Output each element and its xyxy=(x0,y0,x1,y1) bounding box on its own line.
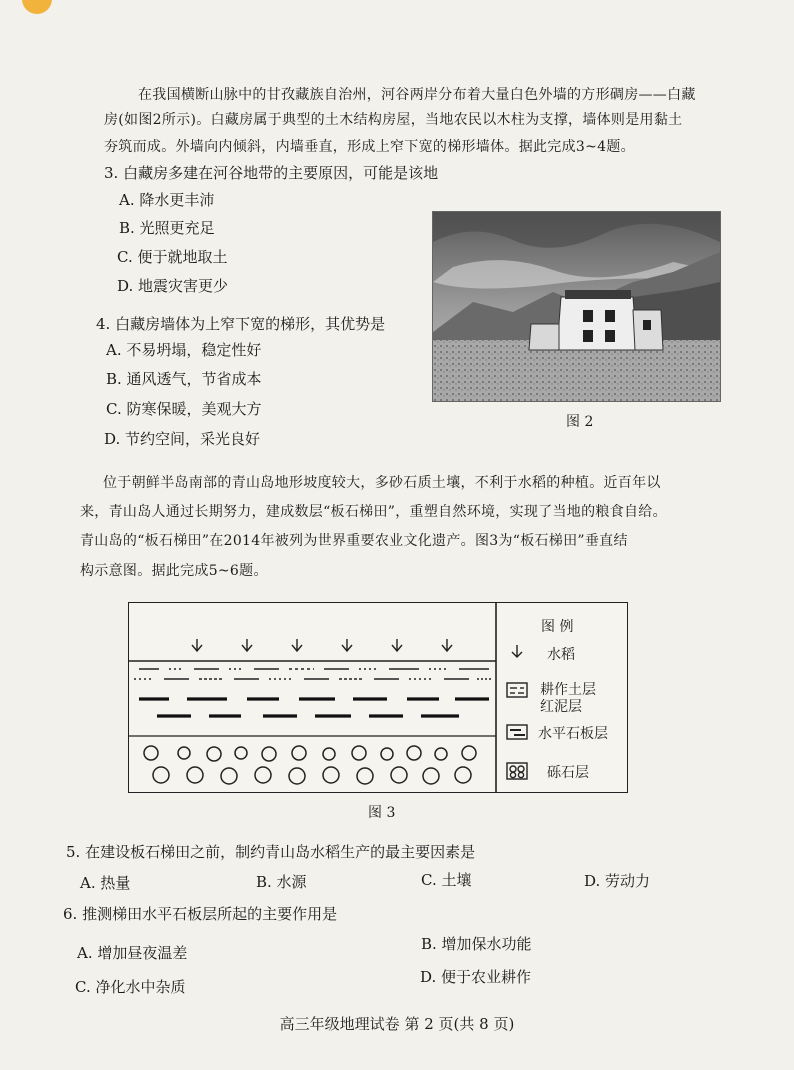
question-3-option-a: A. 降水更丰沛 xyxy=(119,191,215,209)
passage2-line-1: 位于朝鲜半岛南部的青山岛地形坡度较大，多砂石质土壤，不利于水稻的种植。近百年以 xyxy=(103,475,661,491)
question-5-stem: 5. 在建设板石梯田之前，制约青山岛水稻生产的最主要因素是 xyxy=(66,843,476,861)
legend-item-red-clay: 红泥层 xyxy=(540,699,582,715)
question-3-option-b: B. 光照更充足 xyxy=(119,219,215,237)
question-5-option-d: D. 劳动力 xyxy=(584,872,651,890)
figure-2-caption: 图 2 xyxy=(566,414,594,430)
figure-2-photo xyxy=(432,211,721,402)
question-4-option-c: C. 防寒保暖，美观大方 xyxy=(106,400,262,418)
question-6-option-a: A. 增加昼夜温差 xyxy=(77,944,188,962)
passage1-line-1: 在我国横断山脉中的甘孜藏族自治州，河谷两岸分布着大量白色外墙的方形碉房——白藏 xyxy=(138,87,696,103)
question-5-option-b: B. 水源 xyxy=(256,873,307,891)
page-footer: 高三年级地理试卷 第 2 页(共 8 页) xyxy=(279,1015,515,1033)
question-5-option-a: A. 热量 xyxy=(80,874,131,892)
legend-item-tilled-soil: 耕作土层 xyxy=(540,682,596,698)
legend-title: 图 例 xyxy=(541,619,574,635)
legend-item-rice: 水稻 xyxy=(547,647,575,663)
passage2-line-2: 来，青山岛人通过长期努力，建成数层“板石梯田”，重塑自然环境，实现了当地的粮食自给。 xyxy=(80,504,667,520)
question-4-option-a: A. 不易坍塌，稳定性好 xyxy=(106,341,262,359)
question-3-stem: 3. 白藏房多建在河谷地带的主要原因，可能是该地 xyxy=(104,164,439,182)
passage2-line-3: 青山岛的“板石梯田”在2014年被列为世界重要农业文化遗产。图3为“板石梯田”垂直结 xyxy=(80,533,628,549)
legend-item-gravel: 砾石层 xyxy=(547,765,589,781)
question-4-option-d: D. 节约空间，采光良好 xyxy=(104,430,261,448)
question-6-option-b: B. 增加保水功能 xyxy=(421,935,532,953)
passage2-line-4: 构示意图。据此完成5~6题。 xyxy=(80,563,268,579)
question-4-stem: 4. 白藏房墙体为上窄下宽的梯形，其优势是 xyxy=(96,315,386,333)
passage1-line-2: 房(如图2所示)。白藏房属于典型的土木结构房屋，当地农民以木柱为支撑，墙体则是用黏土 xyxy=(104,112,683,128)
figure-3-caption: 图 3 xyxy=(368,805,396,821)
question-6-stem: 6. 推测梯田水平石板层所起的主要作用是 xyxy=(63,905,338,923)
passage1-line-3: 夯筑而成。外墙向内倾斜，内墙垂直，形成上窄下宽的梯形墙体。据此完成3~4题。 xyxy=(104,139,635,155)
question-6-option-d: D. 便于农业耕作 xyxy=(420,968,532,986)
question-3-option-d: D. 地震灾害更少 xyxy=(117,277,229,295)
corner-marker xyxy=(22,0,52,14)
question-6-option-c: C. 净化水中杂质 xyxy=(75,978,186,996)
figure-3-terrace-diagram xyxy=(128,602,628,793)
question-3-option-c: C. 便于就地取土 xyxy=(117,248,228,266)
legend-item-stone-slab: 水平石板层 xyxy=(538,726,608,742)
question-4-option-b: B. 通风透气，节省成本 xyxy=(106,370,262,388)
question-5-option-c: C. 土壤 xyxy=(421,871,472,889)
